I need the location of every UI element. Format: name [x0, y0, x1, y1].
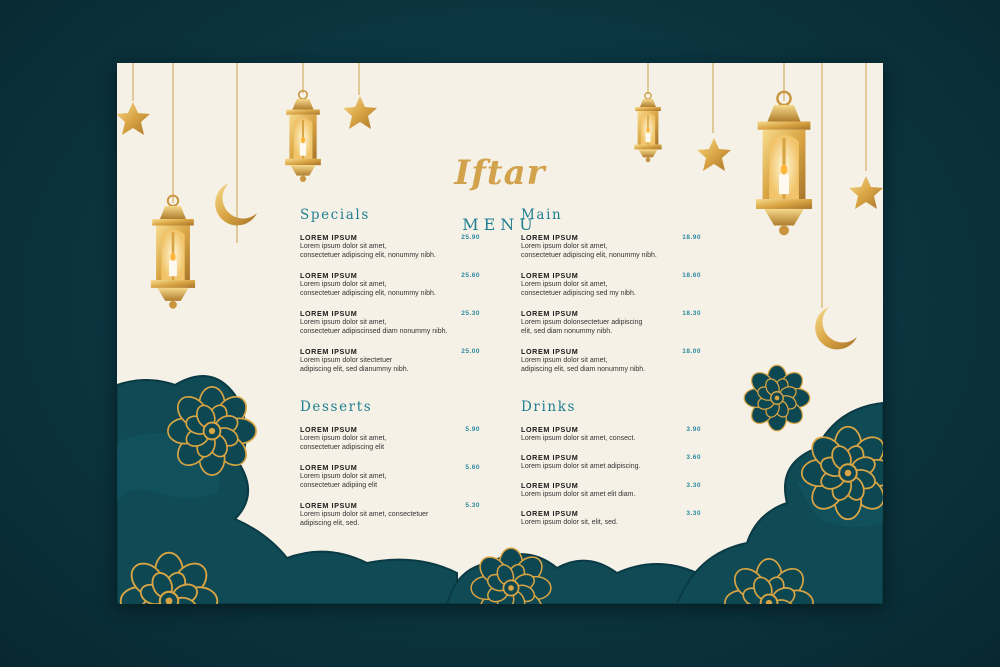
item-price: 3.30: [686, 482, 701, 489]
section-title: Drinks: [521, 399, 576, 415]
item-desc: elit, sed diam nonummy nibh.: [521, 328, 613, 335]
item-desc: consectetuer adipiscing elit, nonummy nibh.: [300, 252, 436, 259]
lantern-icon: [634, 93, 661, 163]
section-desserts: [300, 399, 480, 539]
menu-item: [300, 233, 480, 271]
item-desc: Lorem ipsum dolor sit amet,: [521, 243, 608, 250]
item-price: 25.90: [461, 234, 480, 241]
lantern-icon: [756, 92, 812, 236]
item-desc: Lorem ipsum dolor sit amet,: [300, 435, 387, 442]
menu-item: [300, 309, 480, 347]
item-name: LOREM IPSUM: [300, 463, 358, 472]
item-desc: consectetuer adipiscing elit: [300, 444, 385, 451]
menu-item: [521, 481, 701, 509]
item-desc: consectetuer adipiscinsed diam nonummy nibh.: [300, 328, 448, 335]
item-desc: Lorem ipsum dolonsectetuer adipiscing: [521, 319, 643, 326]
item-price: 3.90: [686, 426, 701, 433]
item-name: LOREM IPSUM: [300, 309, 358, 318]
menu-card: [117, 63, 883, 604]
star-icon: [117, 102, 150, 135]
menu-item: [521, 233, 701, 271]
item-name: LOREM IPSUM: [300, 271, 358, 280]
section-main: [521, 207, 701, 385]
item-price: 3.60: [686, 454, 701, 461]
item-desc: Lorem ipsum dolor sit amet, consectetuer: [300, 511, 429, 518]
decoration-layer: [117, 63, 883, 604]
menu-item: [521, 453, 701, 481]
crescent-moon-icon: [815, 307, 857, 349]
star-icon: [849, 176, 883, 209]
menu-item: [300, 501, 480, 539]
item-desc: adipiscing elit, sed dianummy nibh.: [300, 366, 409, 373]
menu-item: [300, 425, 480, 463]
item-desc: Lorem ipsum dolor sit amet elit diam.: [521, 491, 636, 498]
item-desc: Lorem ipsum dolor sit amet,: [300, 281, 387, 288]
item-desc: adipiscing elit, sed.: [300, 520, 360, 527]
item-desc: consectetuer adipiscing elit, nonummy nibh.: [300, 290, 436, 297]
menu-item: [300, 347, 480, 385]
item-desc: Lorem ipsum dolor sit, elit, sed.: [521, 519, 618, 526]
item-name: LOREM IPSUM: [300, 233, 358, 242]
item-desc: consectetuer adipiscing elit, nonummy nibh.: [521, 252, 657, 259]
mandala-flower-icon: [744, 365, 810, 431]
item-price: 5.90: [465, 426, 480, 433]
item-price: 25.60: [461, 272, 480, 279]
item-name: LOREM IPSUM: [521, 481, 579, 490]
item-desc: Lorem ipsum dolor sit amet,: [300, 319, 387, 326]
menu-title: Iftar: [454, 153, 546, 193]
item-price: 25.00: [461, 348, 480, 355]
item-price: 5.30: [465, 502, 480, 509]
item-name: LOREM IPSUM: [521, 347, 579, 356]
menu-item: [521, 509, 701, 537]
item-desc: adipiscing elit, sed diam nonummy nibh.: [521, 366, 646, 373]
lantern-icon: [151, 196, 195, 309]
section-title: Desserts: [300, 399, 373, 415]
menu-subtitle: MENU: [462, 215, 538, 234]
item-price: 18.00: [682, 348, 701, 355]
item-desc: Lorem ipsum dolor sit amet, consect.: [521, 435, 636, 442]
menu-item: [521, 347, 701, 385]
item-desc: Lorem ipsum dolor sitectetuer: [300, 357, 393, 364]
item-name: LOREM IPSUM: [521, 309, 579, 318]
menu-item: [521, 425, 701, 453]
menu-item: [521, 309, 701, 347]
section-title: Specials: [300, 207, 370, 223]
item-desc: Lorem ipsum dolor sit amet,: [300, 243, 387, 250]
menu-item: [521, 271, 701, 309]
item-desc: consectetuer adipiscing sed my nibh.: [521, 290, 636, 297]
item-price: 18.90: [682, 234, 701, 241]
lantern-icon: [285, 91, 321, 182]
mandala-flower-icon: [168, 387, 256, 475]
item-price: 25.30: [461, 310, 480, 317]
item-price: 3.30: [686, 510, 701, 517]
item-price: 5.60: [465, 464, 480, 471]
star-icon: [343, 96, 377, 129]
item-desc: Lorem ipsum dolor sit amet,: [521, 357, 608, 364]
item-price: 18.60: [682, 272, 701, 279]
crescent-moon-icon: [215, 183, 257, 225]
item-price: 18.30: [682, 310, 701, 317]
item-name: LOREM IPSUM: [521, 233, 579, 242]
menu-item: [300, 463, 480, 501]
item-name: LOREM IPSUM: [300, 425, 358, 434]
menu-item: [300, 271, 480, 309]
item-name: LOREM IPSUM: [521, 271, 579, 280]
section-drinks: [521, 399, 701, 537]
item-desc: Lorem ipsum dolor sit amet adipiscing.: [521, 463, 641, 470]
item-desc: Lorem ipsum dolor sit amet,: [300, 473, 387, 480]
star-icon: [697, 138, 731, 171]
item-name: LOREM IPSUM: [300, 347, 358, 356]
item-name: LOREM IPSUM: [300, 501, 358, 510]
item-name: LOREM IPSUM: [521, 425, 579, 434]
item-name: LOREM IPSUM: [521, 509, 579, 518]
mandala-flower-icon: [802, 427, 883, 519]
section-specials: [300, 207, 480, 385]
item-name: LOREM IPSUM: [521, 453, 579, 462]
item-desc: Lorem ipsum dolor sit amet,: [521, 281, 608, 288]
section-title: Main: [521, 207, 563, 223]
item-desc: consectetuer adipiing elit: [300, 482, 378, 489]
